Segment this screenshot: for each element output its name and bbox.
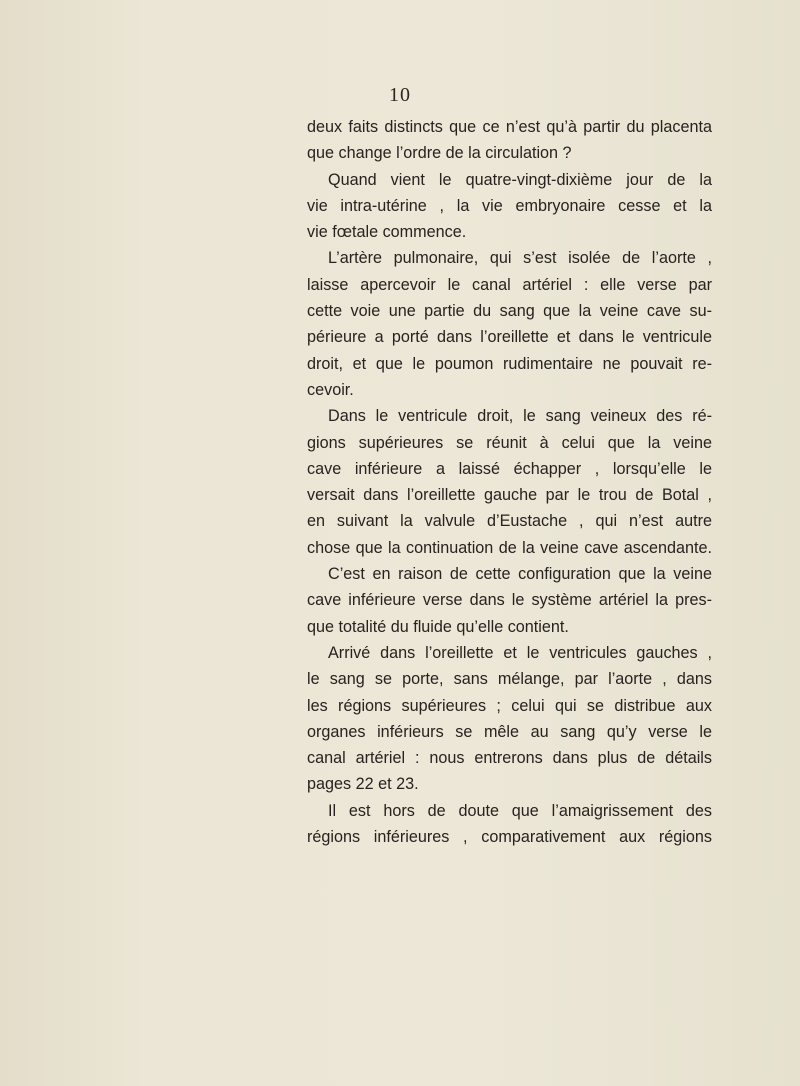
text-line: gions supérieures se réunit à celui que la veine	[307, 433, 712, 452]
text-line: régions inférieures , comparativement aux régions	[307, 828, 712, 847]
text-line: droit, et que le poumon rudimentaire ne pouvait re-	[307, 354, 712, 373]
text-line: le sang se porte, sans mélange, par l’aorte , dans	[307, 670, 712, 689]
text-line: Dans le ventricule droit, le sang veineux des ré-	[328, 407, 712, 426]
text-line: périeure a porté dans l’oreillette et dans le ventricule	[307, 328, 712, 347]
text-line: laisse apercevoir le canal artériel : elle verse par	[307, 275, 712, 294]
text-line: Arrivé dans l’oreillette et le ventricules gauches ,	[328, 643, 712, 662]
text-line: canal artériel : nous entrerons dans plus de détails	[307, 749, 712, 768]
text-line: les régions supérieures ; celui qui se distribue aux	[307, 696, 712, 715]
text-line: cave inférieure verse dans le système artériel la pres-	[307, 591, 712, 610]
text-line: que change l’ordre de la circulation ?	[307, 144, 572, 163]
text-line: cave inférieure a laissé échapper , lorsqu’elle le	[307, 459, 712, 478]
text-line: deux faits distincts que ce n’est qu’à partir du placenta	[307, 118, 712, 136]
text-line: vie intra-utérine , la vie embryonaire cesse et la	[307, 196, 712, 215]
text-line: pages 22 et 23.	[307, 775, 419, 794]
text-line: que totalité du fluide qu’elle contient.	[307, 617, 569, 636]
text-line: en suivant la valvule d’Eustache , qui n’est autre	[307, 512, 712, 531]
text-line: Il est hors de doute que l’amaigrissement des	[328, 801, 712, 820]
body-text	[307, 114, 712, 850]
page-number: 10	[389, 84, 411, 106]
text-line: cette voie une partie du sang que la veine cave su-	[307, 302, 712, 321]
text-line: C’est en raison de cette configuration que la veine	[328, 565, 712, 584]
text-line: cevoir.	[307, 380, 354, 399]
text-line: L’artère pulmonaire, qui s’est isolée de l’aorte ,	[328, 249, 712, 268]
text-line: Quand vient le quatre-vingt-dixième jour de la	[328, 170, 712, 189]
text-line: chose que la continuation de la veine cave ascendante.	[307, 538, 712, 557]
text-line: organes inférieurs se mêle au sang qu’y verse le	[307, 722, 712, 741]
text-line: vie fœtale commence.	[307, 223, 467, 242]
text-line: versait dans l’oreillette gauche par le trou de Botal ,	[307, 486, 712, 505]
